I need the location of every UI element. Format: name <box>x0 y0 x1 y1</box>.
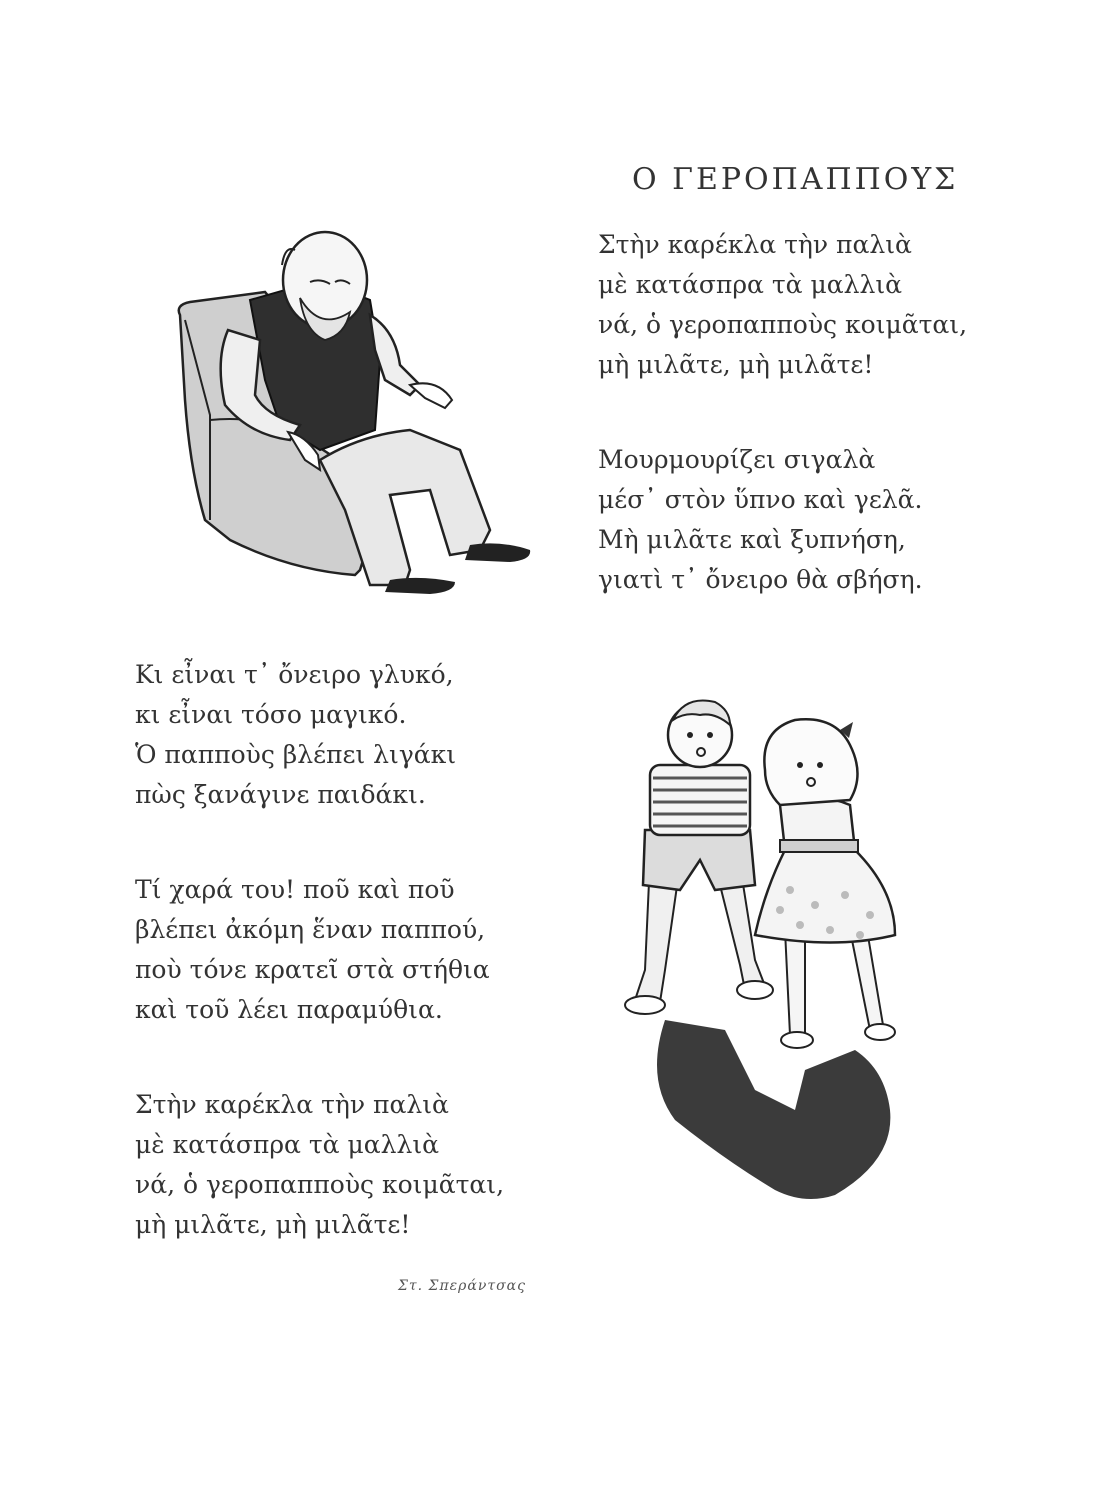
verse-line: Κι εἶναι τ᾽ ὄνειρο γλυκό, <box>135 660 454 689</box>
verse-line: Στὴν καρέκλα τὴν παλιὰ <box>598 230 912 259</box>
verse-line: μὲ κατάσπρα τὰ μαλλιὰ <box>598 270 903 299</box>
verse-line: μὴ μιλᾶτε, μὴ μιλᾶτε! <box>598 350 874 379</box>
verse-line: Μὴ μιλᾶτε καὶ ξυπνήση, <box>598 525 906 554</box>
grandfather-illustration <box>170 220 550 605</box>
verse-line: μέσ᾽ στὸν ὕπνο καὶ γελᾶ. <box>598 485 923 514</box>
verse-line: Στὴν καρέκλα τὴν παλιὰ <box>135 1090 449 1119</box>
verse-line: πὼς ξανάγινε παιδάκι. <box>135 780 426 809</box>
verse-line: βλέπει ἀκόμη ἕναν παππού, <box>135 915 486 944</box>
verse-line: κι εἶναι τόσο μαγικό. <box>135 700 407 729</box>
verse-line: μὲ κατάσπρα τὰ μαλλιὰ <box>135 1130 440 1159</box>
verse-line: μὴ μιλᾶτε, μὴ μιλᾶτε! <box>135 1210 411 1239</box>
verse-line: Ὁ παπποὺς βλέπει λιγάκι <box>135 740 457 769</box>
poem-title: Ο ΓΕΡΟΠΑΠΠΟΥΣ <box>632 162 959 198</box>
verse-line: ποὺ τόνε κρατεῖ στὰ στήθια <box>135 955 490 984</box>
stanza-5 <box>135 1085 504 1245</box>
stanza-3 <box>135 655 456 815</box>
verse-line: καὶ τοῦ λέει παραμύθια. <box>135 995 443 1024</box>
verse-line: Τί χαρά του! ποῦ καὶ ποῦ <box>135 875 455 904</box>
verse-line: Μουρμουρίζει σιγαλὰ <box>598 445 876 474</box>
stanza-1 <box>598 225 967 385</box>
verse-line: γιατὶ τ᾽ ὄνειρο θὰ σβήση. <box>598 565 923 594</box>
verse-line: νά, ὁ γεροπαπποὺς κοιμᾶται, <box>598 310 968 339</box>
stanza-2 <box>598 440 923 600</box>
children-illustration <box>605 690 925 1210</box>
poem-author: Στ. Σπεράντσας <box>398 1278 526 1294</box>
verse-line: νά, ὁ γεροπαπποὺς κοιμᾶται, <box>135 1170 505 1199</box>
stanza-4 <box>135 870 490 1030</box>
